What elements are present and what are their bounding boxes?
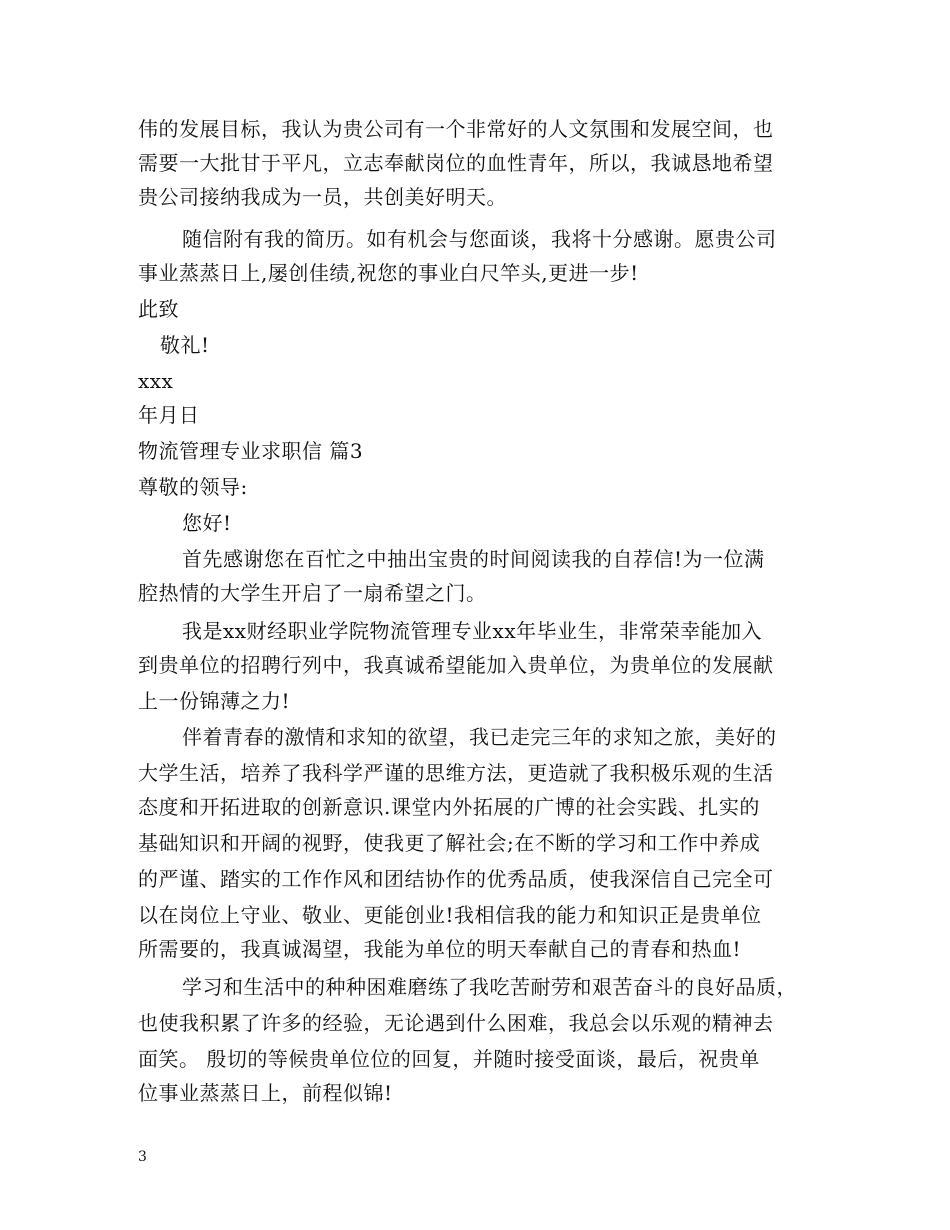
text-line: 所需要的，我真诚渴望，我能为单位的明天奉献自己的青春和热血! [138, 937, 742, 961]
text-line: 也使我积累了许多的经验，无论遇到什么困难，我总会以乐观的精神去 [138, 1011, 774, 1035]
text-line: 的严谨、踏实的工作作风和团结协作的优秀品质，使我深信自己完全可 [138, 867, 774, 891]
text-line: 上一份锦薄之力! [138, 689, 291, 713]
closing-salute: 敬礼! [160, 333, 210, 357]
text-line: 贵公司接纳我成为一员，共创美好明天。 [138, 185, 507, 209]
signature-date: 年月日 [138, 403, 200, 427]
section-title: 物流管理专业求职信 篇3 [138, 439, 364, 463]
text-line: 态度和开拓进取的创新意识.课堂内外拓展的广博的社会实践、扎实的 [138, 795, 760, 819]
text-line: 需要一大批甘于平凡，立志奉献岗位的血性青年，所以，我诚恳地希望 [138, 151, 774, 175]
text-line: 腔热情的大学生开启了一扇希望之门。 [138, 581, 487, 605]
page-number: 3 [138, 1149, 147, 1165]
text-line: 伟的发展目标，我认为贵公司有一个非常好的人文氛围和发展空间，也 [138, 117, 774, 141]
text-line: 学习和生活中的种种困难磨练了我吃苦耐劳和艰苦奋斗的良好品质， [182, 975, 797, 999]
text-line: 我是xx财经职业学院物流管理专业xx年毕业生，非常荣幸能加入 [182, 619, 763, 643]
text-line: 基础知识和开阔的视野，使我更了解社会;在不断的学习和工作中养成 [138, 831, 761, 855]
text-line: 到贵单位的招聘行列中，我真诚希望能加入贵单位，为贵单位的发展献 [138, 653, 774, 677]
closing-phrase: 此致 [138, 297, 179, 321]
text-line: 伴着青春的激情和求知的欲望，我已走完三年的求知之旅，美好的 [182, 725, 777, 749]
greeting: 您好! [182, 511, 232, 535]
text-line: 随信附有我的简历。如有机会与您面谈，我将十分感谢。愿贵公司 [182, 227, 777, 251]
signature-name: xxx [138, 369, 174, 393]
text-line: 位事业蒸蒸日上，前程似锦! [138, 1081, 393, 1105]
text-line: 事业蒸蒸日上,屡创佳绩,祝您的事业白尺竿头,更进一步! [138, 261, 639, 285]
text-line: 面笑。 殷切的等候贵单位位的回复，并随时接受面谈，最后，祝贵单 [138, 1047, 760, 1071]
text-line: 以在岗位上守业、敬业、更能创业!我相信我的能力和知识正是贵单位 [138, 903, 762, 927]
text-line: 大学生活，培养了我科学严谨的思维方法，更造就了我积极乐观的生活 [138, 761, 774, 785]
text-line: 首先感谢您在百忙之中抽出宝贵的时间阅读我的自荐信!为一位满 [182, 547, 765, 571]
salutation: 尊敬的领导: [138, 475, 248, 499]
